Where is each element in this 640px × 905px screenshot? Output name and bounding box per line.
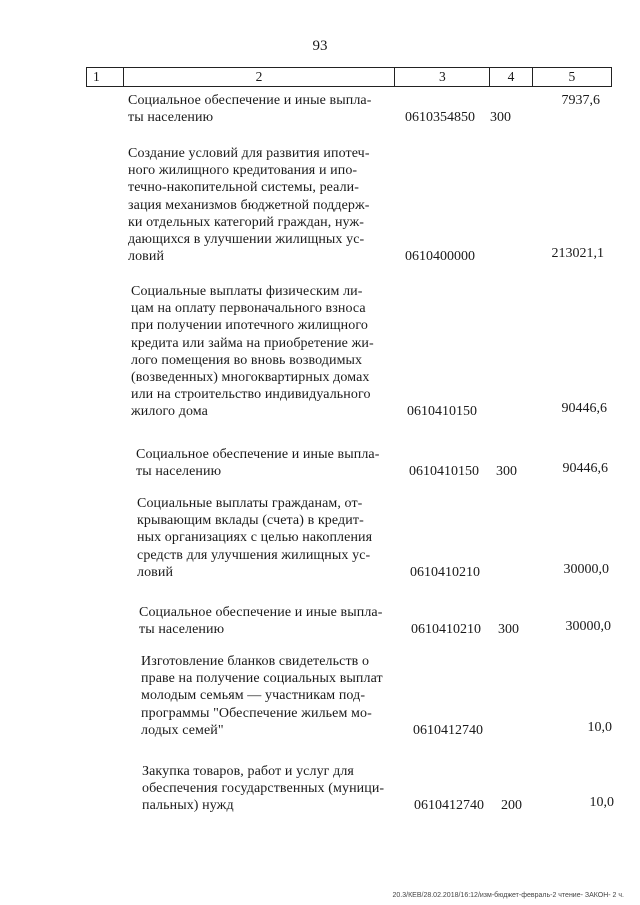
description-line: течно-накопительной системы, реали- (128, 180, 360, 196)
column-header-row (86, 67, 612, 87)
description-line: ты населению (139, 622, 225, 638)
description-line: пальных) нужд (142, 798, 234, 814)
row-amount: 90446,6 (561, 401, 607, 417)
row-code: 0610400000 (405, 249, 475, 265)
description-line: Социальное обеспечение и иные выпла- (128, 93, 372, 108)
description-line: ловий (137, 564, 174, 580)
row-expense-type: 300 (490, 110, 511, 126)
row-amount: 213021,1 (551, 246, 604, 262)
description-line: (возведенных) многоквартирных домах (131, 370, 370, 386)
row-description (128, 92, 396, 126)
header-col-1: 1 (87, 68, 124, 87)
row-amount: 10,0 (589, 795, 614, 811)
page-number: 93 (312, 38, 328, 54)
row-description (139, 604, 407, 638)
description-line: Социальное обеспечение и иные выпла- (136, 447, 380, 462)
description-line: кредита или займа на приобретение жи- (131, 335, 374, 351)
description-line: Изготовление бланков свидетельств о (141, 654, 370, 669)
row-code: 0610412740 (414, 798, 484, 814)
row-code: 0610410150 (407, 404, 477, 420)
description-line: цам на оплату первоначального взноса (131, 301, 366, 317)
description-line: ных организациях с целью накопления (137, 530, 373, 546)
row-description (137, 495, 405, 581)
description-line: лодых семей" (141, 722, 224, 738)
description-line: Закупка товаров, работ и услуг для (142, 764, 354, 779)
header-col-5: 5 (532, 68, 611, 87)
description-line: лого помещения во вновь возводимых (131, 352, 363, 368)
row-amount: 10,0 (587, 719, 612, 735)
header-col-3: 3 (395, 68, 490, 87)
row-amount: 30000,0 (565, 619, 611, 635)
description-line: дающихся в улучшении жилищных ус- (128, 232, 365, 248)
row-description (131, 283, 399, 421)
description-line: обеспечения государственных (муници- (142, 781, 385, 797)
description-line: средств для улучшения жилищных ус- (137, 547, 371, 563)
footer-stamp: 20.3/КЕВ/28.02.2018/16:12/изм-бюджет-февраль-2 чтение- ЗАКОН- 2 ч. (392, 892, 624, 899)
description-line: ловий (128, 249, 165, 265)
row-description (136, 446, 404, 480)
row-code: 0610412740 (413, 722, 483, 738)
description-line: Создание условий для развития ипотеч- (128, 146, 370, 161)
description-line: программы "Обеспечение жильем мо- (141, 705, 372, 721)
row-code: 0610410210 (411, 622, 481, 638)
description-line: праве на получение социальных выплат (141, 671, 383, 687)
row-code: 0610354850 (405, 110, 475, 126)
header-col-2: 2 (123, 68, 395, 87)
row-code: 0610410150 (409, 464, 479, 480)
row-amount: 7937,6 (561, 93, 600, 108)
description-line: ного жилищного кредитования и ипо- (128, 163, 358, 179)
header-col-4: 4 (490, 68, 532, 87)
description-line: зация механизмов бюджетной поддерж- (128, 197, 370, 213)
description-line: ты населению (136, 464, 222, 480)
description-line: при получении ипотечного жилищного (131, 318, 368, 334)
description-line: Социальное обеспечение и иные выпла- (139, 605, 383, 620)
description-line: жилого дома (131, 404, 208, 420)
row-description (128, 145, 396, 265)
description-line: ты населению (128, 110, 214, 126)
row-description (142, 763, 410, 815)
description-line: Социальные выплаты гражданам, от- (137, 496, 363, 511)
row-description (141, 653, 409, 739)
description-line: молодым семьям — участникам под- (141, 688, 366, 704)
row-amount: 30000,0 (563, 561, 609, 577)
row-expense-type: 300 (496, 464, 517, 480)
row-expense-type: 300 (498, 622, 519, 638)
description-line: крывающим вклады (счета) в кредит- (137, 513, 364, 529)
row-amount: 90446,6 (562, 461, 608, 477)
description-line: Социальные выплаты физическим ли- (131, 284, 363, 299)
description-line: ки отдельных категорий граждан, нуж- (128, 214, 365, 230)
row-code: 0610410210 (410, 564, 480, 580)
description-line: или на строительство индивидуального (131, 387, 371, 403)
row-expense-type: 200 (501, 798, 522, 814)
